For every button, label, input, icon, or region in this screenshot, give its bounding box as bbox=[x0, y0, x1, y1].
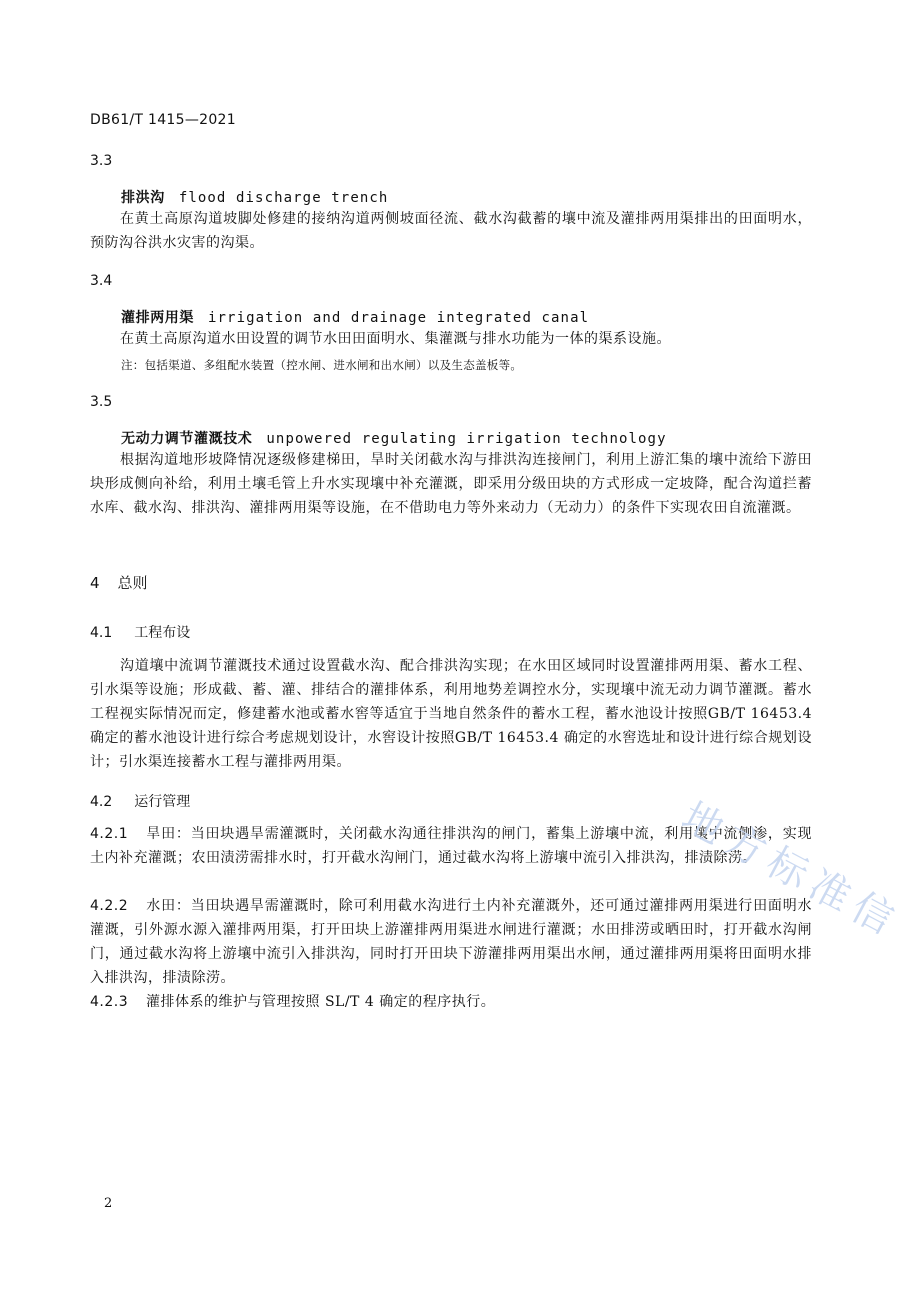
page-number: 2 bbox=[104, 1196, 113, 1211]
section-4-2-number: 4.2 bbox=[90, 794, 113, 810]
item-4-2-3 bbox=[90, 990, 812, 1014]
section-4-1-heading bbox=[90, 622, 190, 642]
term-zh-flood-trench: 排洪沟 bbox=[121, 190, 165, 206]
doc-number-header: DB61/T 1415—2021 bbox=[90, 112, 236, 128]
section-3-4-term bbox=[121, 307, 589, 327]
section-3-4-number: 3.4 bbox=[90, 273, 113, 289]
item-text: 水田：当田块遇旱需灌溉时，除可利用截水沟进行土内补充灌溉外，还可通过灌排两用渠进行田面明水灌溉，引外源水源入灌排两用渠，打开田块上游灌排两用渠进水闸进行灌溉；水田排涝或晒田时，打开截水沟闸门，通过截水沟将上游壤中流引入排洪沟，同时打开田块下游灌排两用渠出水闸，通过灌排两用渠将田面明水排入排洪沟，排渍除涝。 bbox=[90, 898, 812, 986]
section-4-2-title: 运行管理 bbox=[134, 794, 191, 810]
section-3-4-note: 注：包括渠道、多组配水装置（控水闸、进水闸和出水闸）以及生态盖板等。 bbox=[121, 358, 523, 372]
section-4-1-number: 4.1 bbox=[90, 625, 113, 641]
section-4-2-heading bbox=[90, 791, 190, 811]
section-4-1-body: 沟道壤中流调节灌溉技术通过设置截水沟、配合排洪沟实现；在水田区域同时设置灌排两用渠、蓄水工程、引水渠等设施；形成截、蓄、灌、排结合的灌排体系，利用地势差调控水分，实现壤中流无动力调节灌溉。蓄水工程视实际情况而定，修建蓄水池或蓄水窖等适宜于当地自然条件的蓄水工程，蓄水池设计按照GB/T 16453.4 确定的蓄水池设计进行综合考虑规划设计，水窖设计按照GB/T 16453.4 确定的水窖选址和设计进行综合规划设计；引水渠连接蓄水工程与灌排两用渠。 bbox=[90, 658, 812, 770]
section-3-3-number: 3.3 bbox=[90, 153, 113, 169]
section-3-3-term bbox=[121, 187, 388, 207]
item-label: 4.2.2 bbox=[90, 898, 129, 914]
section-3-5-term bbox=[121, 428, 667, 448]
chapter-4-title: 总则 bbox=[117, 574, 148, 592]
section-3-5-number: 3.5 bbox=[90, 394, 113, 410]
term-zh-irrigation-canal: 灌排两用渠 bbox=[121, 310, 194, 326]
section-3-4-definition: 在黄土高原沟道水田设置的调节水田田面明水、集灌溉与排水功能为一体的渠系设施。 bbox=[120, 331, 671, 347]
item-text: 灌排体系的维护与管理按照 SL/T 4 确定的程序执行。 bbox=[146, 994, 496, 1010]
item-label: 4.2.3 bbox=[90, 994, 129, 1010]
chapter-4-heading bbox=[90, 572, 148, 593]
item-label: 4.2.1 bbox=[90, 826, 129, 842]
section-4-1-title: 工程布设 bbox=[134, 625, 191, 641]
term-en-unpowered-irrigation: unpowered regulating irrigation technology bbox=[266, 431, 667, 447]
item-text: 旱田：当田块遇旱需灌溉时，关闭截水沟通往排洪沟的闸门，蓄集上游壤中流，利用壤中流侧渗，实现土内补充灌溉；农田渍涝需排水时，打开截水沟闸门，通过截水沟将上游壤中流引入排洪沟，排渍除涝。 bbox=[90, 826, 812, 866]
section-3-3-definition: 在黄土高原沟道坡脚处修建的接纳沟道两侧坡面径流、截水沟截蓄的壤中流及灌排两用渠排出的田面明水，预防沟谷洪水灾害的沟渠。 bbox=[90, 211, 812, 251]
section-3-5-definition: 根据沟道地形坡降情况逐级修建梯田，旱时关闭截水沟与排洪沟连接闸门，利用上游汇集的壤中流给下游田块形成侧向补给，利用土壤毛管上升水实现壤中补充灌溉，即采用分级田块的方式形成一定坡降，配合沟道拦蓄水库、截水沟、排洪沟、灌排两用渠等设施，在不借助电力等外来动力（无动力）的条件下实现农田自流灌溉。 bbox=[90, 452, 812, 516]
chapter-4-number: 4 bbox=[90, 574, 100, 592]
term-en-irrigation-canal: irrigation and drainage integrated canal bbox=[208, 310, 590, 326]
item-4-2-2 bbox=[90, 894, 812, 990]
term-zh-unpowered-irrigation: 无动力调节灌溉技术 bbox=[121, 431, 253, 447]
watermark: 地方标准信 bbox=[674, 793, 908, 948]
term-en-flood-trench: flood discharge trench bbox=[178, 190, 389, 206]
